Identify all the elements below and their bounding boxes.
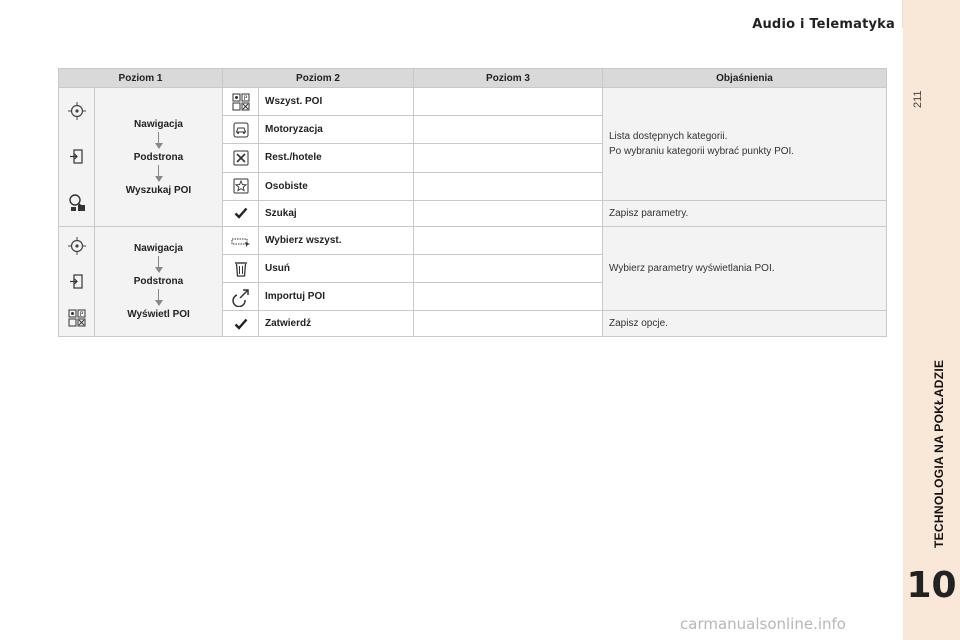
compass-icon	[67, 101, 87, 121]
level2-icon-cell	[223, 283, 259, 311]
restaurant-icon	[223, 150, 258, 166]
table-header-row	[59, 69, 887, 88]
watermark: carmanualsonline.info	[680, 615, 846, 633]
level2-icon-cell	[223, 116, 259, 144]
poi-all-icon	[223, 93, 258, 111]
level2-icon-cell	[223, 144, 259, 172]
header-cell-level3: Poziom 3	[414, 69, 603, 88]
subpage-icon	[68, 273, 86, 291]
level2-icon-cell	[223, 311, 259, 337]
level3-cell	[414, 116, 603, 144]
level3-cell	[414, 200, 603, 226]
check-icon	[223, 318, 258, 330]
level2-icon-cell	[223, 227, 259, 255]
chapter-title: TECHNOLOGIA NA POKŁADZIE	[932, 359, 946, 548]
level1-step-nawigacja: Nawigacja	[134, 243, 183, 254]
level3-cell	[414, 283, 603, 311]
poi-display-icon	[68, 309, 86, 327]
level3-cell	[414, 144, 603, 172]
arrow-down-icon	[154, 289, 164, 307]
level2-label: Usuń	[259, 255, 414, 283]
level1-icons-cell	[59, 88, 95, 227]
car-icon	[223, 122, 258, 138]
level1-step-wyswietl-poi: Wyświetl POI	[127, 309, 190, 320]
level3-cell	[414, 88, 603, 116]
explanation-cell: Wybierz parametry wyświetlania POI.	[603, 227, 887, 311]
arrow-down-icon	[154, 256, 164, 274]
check-icon	[223, 207, 258, 219]
page-number: 211	[912, 90, 924, 108]
level1-path-cell	[95, 227, 223, 337]
level2-label: Wybierz wszyst.	[259, 227, 414, 255]
star-icon	[223, 178, 258, 194]
svg-text:P: P	[243, 94, 247, 102]
level1-step-podstrona: Podstrona	[133, 151, 184, 163]
level3-cell	[414, 227, 603, 255]
poi-menu-table	[58, 68, 887, 337]
level2-icon-cell	[223, 200, 259, 226]
level1-step-wyszukaj-poi: Wyszukaj POI	[125, 184, 192, 196]
trash-icon	[223, 260, 258, 278]
explanation-cell	[603, 88, 887, 201]
arrow-down-icon	[154, 165, 164, 183]
header-cell-explanations: Objaśnienia	[603, 69, 887, 88]
explanation-cell: Zapisz opcje.	[603, 311, 887, 337]
chapter-number: 10	[903, 562, 960, 610]
level3-cell	[414, 311, 603, 337]
svg-text:P: P	[79, 311, 83, 319]
level3-cell	[414, 255, 603, 283]
level2-label: Importuj POI	[259, 283, 414, 311]
level1-step-nawigacja: Nawigacja	[134, 118, 183, 130]
level2-icon-cell	[223, 255, 259, 283]
header-cell-level2: Poziom 2	[223, 69, 414, 88]
level2-label: Wszyst. POI	[259, 88, 414, 116]
page-number-wrap	[912, 88, 926, 118]
explanation-cell: Zapisz parametry.	[603, 200, 887, 226]
level2-label: Szukaj	[259, 200, 414, 226]
level2-label: Osobiste	[259, 172, 414, 200]
level2-label: Zatwierdź	[259, 311, 414, 337]
page-header-title: Audio i Telematyka	[752, 17, 895, 32]
level1-icons-cell	[59, 227, 95, 337]
subpage-icon	[68, 148, 86, 166]
level2-label: Motoryzacja	[259, 116, 414, 144]
level2-icon-cell	[223, 172, 259, 200]
explanation-line: Lista dostępnych kategorii.	[609, 130, 728, 142]
level3-cell	[414, 172, 603, 200]
search-poi-icon	[67, 193, 87, 213]
select-all-icon	[223, 235, 258, 247]
header-cell-level1: Poziom 1	[59, 69, 223, 88]
table-row	[59, 227, 887, 255]
level1-path-cell	[95, 88, 223, 227]
import-icon	[223, 287, 258, 307]
level1-step-podstrona: Podstrona	[133, 276, 184, 287]
arrow-down-icon	[154, 132, 164, 150]
explanation-line: Po wybraniu kategorii wybrać punkty POI.	[609, 145, 795, 157]
level2-icon-cell	[223, 88, 259, 116]
table-row	[59, 88, 887, 116]
level2-label: Rest./hotele	[259, 144, 414, 172]
compass-icon	[67, 236, 87, 256]
